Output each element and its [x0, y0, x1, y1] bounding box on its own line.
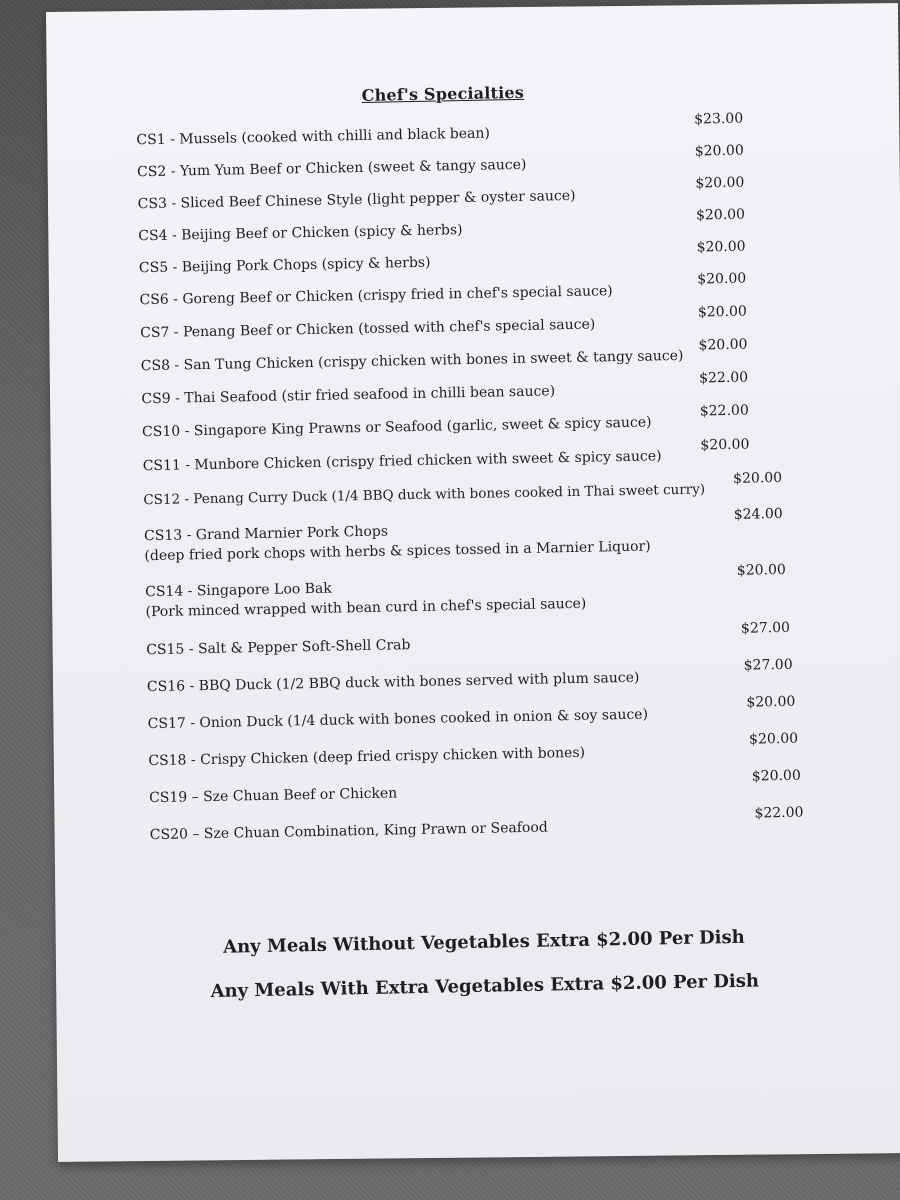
menu-item [136, 110, 786, 150]
menu-item-name: CS6 - Goreng Beef or Chicken (crispy fried in chef's special sauce) [139, 283, 613, 309]
menu-item-name: CS16 - BBQ Duck (1/2 BBQ duck with bones served with plum sauce) [146, 669, 640, 696]
menu-item-name: CS15 - Salt & Pepper Soft-Shell Crab [146, 637, 411, 659]
menu-item [147, 693, 797, 734]
menu-item [141, 369, 791, 409]
footer-note-without-vegetables: Any Meals Without Vegetables Extra $2.00 Per Dish [222, 926, 745, 958]
menu-item-name: CS5 - Beijing Pork Chops (spicy & herbs) [138, 254, 431, 277]
menu-item-name: CS10 - Singapore King Prawns or Seafood (garlic, sweet & spicy sauce) [141, 414, 652, 441]
menu-item-price: $20.00 [695, 174, 745, 192]
menu-item [140, 336, 791, 376]
menu-sheet [46, 0, 900, 1162]
menu-title: Chef's Specialties [361, 82, 525, 105]
menu-item [138, 238, 789, 278]
menu-item-name: CS8 - San Tung Chicken (crispy chicken with bones in sweet & tangy sauce) [140, 347, 684, 375]
menu-item-price: $20.00 [694, 142, 744, 160]
menu-item-description: (deep fried pork chops with herbs & spices tossed in a Marnier Liquor) [144, 538, 651, 565]
menu-item-price: $27.00 [740, 619, 791, 637]
menu-item-name: CS3 - Sliced Beef Chinese Style (light pepper & oyster sauce) [137, 187, 576, 213]
menu-item-name: CS7 - Penang Beef or Chicken (tossed with chef's special sauce) [140, 316, 596, 342]
menu-item [136, 142, 787, 182]
menu-paper [46, 3, 900, 1162]
menu-item-name: CS1 - Mussels (cooked with chilli and black bean) [136, 125, 491, 149]
menu-item [146, 656, 797, 697]
menu-item [143, 469, 793, 510]
menu-item-price: $20.00 [695, 206, 746, 224]
menu-item-price: $20.00 [697, 270, 747, 288]
menu-item-price: $22.00 [699, 369, 749, 387]
menu-item-name: CS13 - Grand Marnier Pork Chops [143, 523, 389, 545]
menu-item [142, 436, 793, 476]
menu-item-price: $22.00 [754, 804, 804, 822]
menu-item-name: CS19 – Sze Chuan Beef or Chicken [148, 785, 398, 807]
menu-item-price: $23.00 [694, 110, 744, 128]
menu-item-description: (Pork minced wrapped with bean curd in chef's special sauce) [145, 595, 587, 621]
menu-item-price: $24.00 [733, 505, 783, 523]
menu-item-name: CS17 - Onion Duck (1/4 duck with bones cooked in onion & soy sauce) [147, 706, 649, 733]
menu-item-price: $20.00 [736, 561, 787, 579]
menu-item-price: $20.00 [696, 238, 746, 256]
footer-note-extra-vegetables: Any Meals With Extra Vegetables Extra $2.00 Per Dish [210, 970, 760, 1003]
menu-item-price: $22.00 [699, 402, 749, 420]
menu-item [146, 619, 796, 660]
menu-item-price: $20.00 [751, 767, 801, 785]
menu-item-name: CS12 - Penang Curry Duck (1/4 BBQ duck with bones cooked in Thai sweet curry) [143, 481, 706, 509]
menu-item-price: $27.00 [743, 656, 793, 674]
menu-item [140, 303, 790, 343]
menu-item-name: CS11 - Munbore Chicken (crispy fried chicken with sweet & spicy sauce) [142, 448, 662, 475]
menu-item [143, 505, 795, 566]
menu-item-price: $20.00 [698, 336, 748, 354]
menu-item-name: CS18 - Crispy Chicken (deep fried crispy chicken with bones) [148, 744, 586, 770]
menu-item [149, 804, 804, 845]
menu-item-price: $20.00 [732, 469, 783, 487]
menu-item-name: CS14 - Singapore Loo Bak [145, 580, 332, 601]
menu-item [137, 174, 788, 214]
menu-item [139, 270, 789, 310]
menu-item-price: $20.00 [746, 693, 796, 711]
menu-item-price: $20.00 [700, 436, 750, 454]
menu-item [141, 402, 792, 442]
menu-item [145, 561, 796, 622]
menu-item-name: CS2 - Yum Yum Beef or Chicken (sweet & tangy sauce) [136, 156, 527, 181]
menu-item [138, 206, 788, 246]
menu-item [148, 730, 799, 771]
menu-item-price: $20.00 [697, 303, 748, 321]
menu-item [148, 767, 801, 808]
menu-item-name: CS4 - Beijing Beef or Chicken (spicy & herbs) [138, 222, 463, 245]
menu-item-name: CS20 – Sze Chuan Combination, King Prawn or Seafood [149, 819, 548, 844]
menu-item-price: $20.00 [748, 730, 799, 748]
menu-item-name: CS9 - Thai Seafood (stir fried seafood in chilli bean sauce) [141, 383, 556, 408]
